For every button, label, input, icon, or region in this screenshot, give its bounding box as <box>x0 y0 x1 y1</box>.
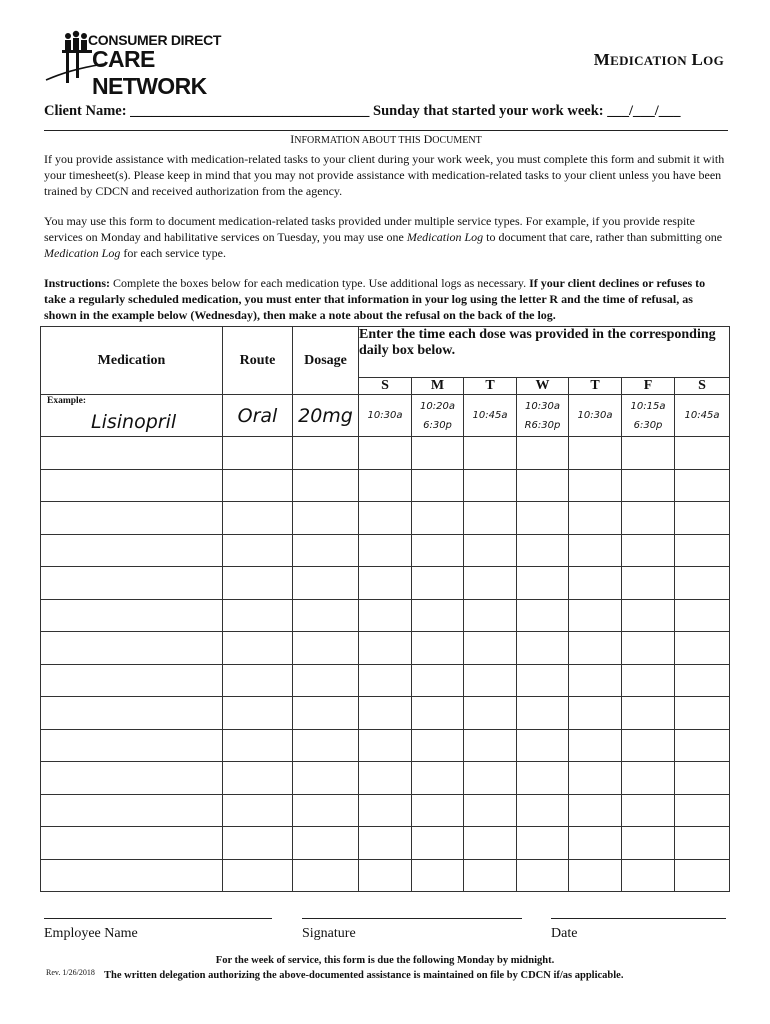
day-cell[interactable] <box>569 534 622 567</box>
day-cell[interactable] <box>517 664 569 697</box>
day-cell[interactable] <box>464 729 517 762</box>
day-cell[interactable] <box>359 762 412 795</box>
day-cell[interactable] <box>464 567 517 600</box>
employee-name-label: Employee Name <box>44 926 138 941</box>
day-cell[interactable] <box>675 827 730 860</box>
medication-cell[interactable] <box>41 437 223 470</box>
day-cell[interactable] <box>675 632 730 665</box>
day-cell[interactable] <box>622 437 675 470</box>
logo-line1: CONSUMER DIRECT <box>88 32 222 48</box>
day-cell[interactable] <box>517 567 569 600</box>
day-header: S <box>675 378 730 395</box>
example-time: 10:45a <box>472 410 508 421</box>
day-cell[interactable] <box>412 859 464 892</box>
delegation-note: The written delegation authorizing the above-documented assistance is maintained on file by CDCN if/as applicable. <box>104 970 624 981</box>
example-time-cell <box>569 395 622 437</box>
day-cell[interactable] <box>675 567 730 600</box>
day-cell[interactable] <box>569 599 622 632</box>
dosage-cell[interactable] <box>293 827 359 860</box>
dosage-cell[interactable] <box>293 567 359 600</box>
day-cell[interactable] <box>464 469 517 502</box>
day-cell[interactable] <box>569 729 622 762</box>
example-row <box>41 395 730 437</box>
day-cell[interactable] <box>412 502 464 535</box>
day-cell[interactable] <box>359 632 412 665</box>
day-cell[interactable] <box>517 827 569 860</box>
medication-cell[interactable] <box>41 859 223 892</box>
day-cell[interactable] <box>675 469 730 502</box>
day-cell[interactable] <box>622 502 675 535</box>
log-row <box>41 469 730 502</box>
day-cell[interactable] <box>675 534 730 567</box>
dosage-cell[interactable] <box>293 502 359 535</box>
log-row <box>41 599 730 632</box>
day-cell[interactable] <box>464 794 517 827</box>
day-cell[interactable] <box>412 632 464 665</box>
day-cell[interactable] <box>359 859 412 892</box>
medication-cell[interactable] <box>41 567 223 600</box>
due-date-note: For the week of service, this form is due the following Monday by midnight. <box>215 955 555 966</box>
day-cell[interactable] <box>675 437 730 470</box>
day-cell[interactable] <box>622 762 675 795</box>
log-row <box>41 697 730 730</box>
route-cell[interactable] <box>223 762 293 795</box>
company-logo <box>44 28 244 99</box>
log-row <box>41 664 730 697</box>
day-cell[interactable] <box>675 729 730 762</box>
day-cell[interactable] <box>569 632 622 665</box>
medication-cell[interactable] <box>41 729 223 762</box>
info-heading: INFORMATION ABOUT THIS DOCUMENT <box>44 130 728 147</box>
log-row <box>41 632 730 665</box>
log-row <box>41 729 730 762</box>
info-paragraph-2: You may use this form to document medication-related tasks provided under multiple service types. For example, if you provide respite services on Monday and habilitative services on Tuesday, you may use one Medication Log to document that care, rather than submitting one Medication Log for each service type. <box>44 214 723 260</box>
day-cell[interactable] <box>622 469 675 502</box>
signature-line[interactable] <box>302 918 522 919</box>
dosage-cell[interactable] <box>293 794 359 827</box>
day-cell[interactable] <box>569 567 622 600</box>
example-medication: Lisinopril <box>91 411 177 433</box>
example-time-cell <box>464 395 517 437</box>
log-row <box>41 437 730 470</box>
day-cell[interactable] <box>412 599 464 632</box>
medication-cell[interactable] <box>41 664 223 697</box>
day-cell[interactable] <box>622 697 675 730</box>
dosage-cell[interactable] <box>293 762 359 795</box>
route-cell[interactable] <box>223 632 293 665</box>
day-cell[interactable] <box>675 762 730 795</box>
day-cell[interactable] <box>412 534 464 567</box>
day-cell[interactable] <box>412 469 464 502</box>
col-dosage-header: Dosage <box>293 327 359 395</box>
revision-date: Rev. 1/26/2018 <box>46 968 95 977</box>
day-cell[interactable] <box>569 664 622 697</box>
day-cell[interactable] <box>675 794 730 827</box>
medication-cell[interactable] <box>41 502 223 535</box>
route-cell[interactable] <box>223 437 293 470</box>
day-cell[interactable] <box>464 859 517 892</box>
day-cell[interactable] <box>412 827 464 860</box>
day-cell[interactable] <box>359 729 412 762</box>
day-cell[interactable] <box>622 729 675 762</box>
day-cell[interactable] <box>517 599 569 632</box>
day-cell[interactable] <box>359 827 412 860</box>
dosage-cell[interactable] <box>293 632 359 665</box>
route-cell[interactable] <box>223 502 293 535</box>
example-time: 10:45a <box>684 410 720 421</box>
day-cell[interactable] <box>675 599 730 632</box>
logo-line2: CARE NETWORK <box>92 46 207 99</box>
col-route-header: Route <box>223 327 293 395</box>
medication-cell[interactable] <box>41 762 223 795</box>
day-cell[interactable] <box>359 697 412 730</box>
day-cell[interactable] <box>569 859 622 892</box>
example-time-cell <box>622 395 675 437</box>
medication-cell[interactable] <box>41 632 223 665</box>
day-cell[interactable] <box>464 599 517 632</box>
form-title: MEDICATION LOG <box>593 50 724 69</box>
day-header: T <box>464 378 517 395</box>
example-route: Oral <box>237 404 278 427</box>
day-cell[interactable] <box>622 567 675 600</box>
col-medication-header: Medication <box>41 327 223 395</box>
day-cell[interactable] <box>569 762 622 795</box>
log-row <box>41 762 730 795</box>
day-cell[interactable] <box>675 502 730 535</box>
day-cell[interactable] <box>359 534 412 567</box>
dosage-cell[interactable] <box>293 437 359 470</box>
example-time: 10:30a <box>367 410 403 421</box>
log-row <box>41 827 730 860</box>
day-cell[interactable] <box>569 437 622 470</box>
day-cell[interactable] <box>464 664 517 697</box>
log-row <box>41 859 730 892</box>
route-cell[interactable] <box>223 664 293 697</box>
day-cell[interactable] <box>412 762 464 795</box>
example-time: 6:30p <box>633 419 663 431</box>
example-time: 10:20a <box>420 400 455 412</box>
example-time: 10:15a <box>630 400 666 412</box>
route-cell[interactable] <box>223 567 293 600</box>
day-cell[interactable] <box>569 794 622 827</box>
signature-label: Signature <box>302 926 356 941</box>
day-cell[interactable] <box>622 794 675 827</box>
day-cell[interactable] <box>412 437 464 470</box>
log-row <box>41 794 730 827</box>
medication-cell[interactable] <box>41 697 223 730</box>
day-cell[interactable] <box>517 697 569 730</box>
day-cell[interactable] <box>675 664 730 697</box>
route-cell[interactable] <box>223 859 293 892</box>
day-cell[interactable] <box>464 762 517 795</box>
day-header: F <box>622 378 675 395</box>
route-cell[interactable] <box>223 827 293 860</box>
day-cell[interactable] <box>359 502 412 535</box>
day-cell[interactable] <box>359 664 412 697</box>
example-route-cell <box>223 395 293 437</box>
day-cell[interactable] <box>464 827 517 860</box>
day-cell[interactable] <box>517 534 569 567</box>
route-cell[interactable] <box>223 729 293 762</box>
day-header: M <box>412 378 464 395</box>
info-paragraph-1: If you provide assistance with medication-related tasks to your client during your work week, you must complete this form and submit it with your timesheet(s). Please keep in mind that you may not provide assistance with medication-related tasks to your client unless you have been trained by CDCN and received authorization from the agency. <box>44 152 725 198</box>
example-medication-cell <box>41 395 223 437</box>
day-cell[interactable] <box>517 859 569 892</box>
example-time-cell <box>517 395 569 437</box>
medication-cell[interactable] <box>41 469 223 502</box>
example-time-cell <box>412 395 464 437</box>
day-cell[interactable] <box>517 502 569 535</box>
day-cell[interactable] <box>622 664 675 697</box>
day-cell[interactable] <box>359 437 412 470</box>
day-cell[interactable] <box>622 632 675 665</box>
route-cell[interactable] <box>223 534 293 567</box>
day-cell[interactable] <box>517 729 569 762</box>
day-cell[interactable] <box>412 729 464 762</box>
medication-cell[interactable] <box>41 534 223 567</box>
day-cell[interactable] <box>517 469 569 502</box>
day-cell[interactable] <box>569 469 622 502</box>
instructions-paragraph: Instructions: Complete the boxes below for each medication type. Use additional logs as necessary. If your client declines or refuses to take a regularly scheduled medication, you must enter that information in your log using the letter R and the time of refusal, as shown in the example below (Wednesday), then make a note about the refusal on the back of the log. <box>44 276 706 322</box>
example-time: 10:30a <box>577 410 613 421</box>
example-time-cell <box>675 395 730 437</box>
log-row <box>41 567 730 600</box>
day-header: S <box>359 378 412 395</box>
day-cell[interactable] <box>464 632 517 665</box>
dosage-cell[interactable] <box>293 469 359 502</box>
medication-cell[interactable] <box>41 827 223 860</box>
route-cell[interactable] <box>223 697 293 730</box>
day-cell[interactable] <box>464 697 517 730</box>
day-cell[interactable] <box>464 534 517 567</box>
day-cell[interactable] <box>517 632 569 665</box>
dosage-cell[interactable] <box>293 599 359 632</box>
day-header: W <box>517 378 569 395</box>
medication-cell[interactable] <box>41 599 223 632</box>
example-time: 6:30p <box>423 419 452 431</box>
day-header: T <box>569 378 622 395</box>
day-cell[interactable] <box>464 437 517 470</box>
day-cell[interactable] <box>622 534 675 567</box>
day-cell[interactable] <box>359 794 412 827</box>
day-cell[interactable] <box>359 567 412 600</box>
log-row <box>41 534 730 567</box>
example-refusal-time: R6:30p <box>524 419 561 431</box>
client-name-field[interactable]: Client Name: _________________________________ Sunday that started your work week: ___/___/___ <box>44 103 681 119</box>
dosage-cell[interactable] <box>293 697 359 730</box>
day-cell[interactable] <box>517 762 569 795</box>
day-cell[interactable] <box>359 469 412 502</box>
day-cell[interactable] <box>517 794 569 827</box>
dosage-cell[interactable] <box>293 664 359 697</box>
example-dosage-cell <box>293 395 359 437</box>
employee-name-line[interactable] <box>44 918 272 919</box>
example-time-cell <box>359 395 412 437</box>
day-cell[interactable] <box>412 697 464 730</box>
route-cell[interactable] <box>223 599 293 632</box>
medication-cell[interactable] <box>41 794 223 827</box>
example-label: Example: <box>47 396 87 406</box>
day-cell[interactable] <box>675 859 730 892</box>
day-cell[interactable] <box>464 502 517 535</box>
day-cell[interactable] <box>412 664 464 697</box>
day-cell[interactable] <box>517 437 569 470</box>
dose-time-header: Enter the time each dose was provided in the corresponding daily box below. <box>359 327 730 378</box>
route-cell[interactable] <box>223 469 293 502</box>
blank-log-rows <box>41 437 730 892</box>
day-cell[interactable] <box>622 859 675 892</box>
day-cell[interactable] <box>412 794 464 827</box>
dosage-cell[interactable] <box>293 729 359 762</box>
log-row <box>41 502 730 535</box>
route-cell[interactable] <box>223 794 293 827</box>
dosage-cell[interactable] <box>293 534 359 567</box>
day-cell[interactable] <box>622 827 675 860</box>
date-line[interactable] <box>551 918 726 919</box>
day-cell[interactable] <box>412 567 464 600</box>
example-dosage: 20mg <box>298 404 353 427</box>
day-cell[interactable] <box>569 827 622 860</box>
day-cell[interactable] <box>569 502 622 535</box>
day-cell[interactable] <box>622 599 675 632</box>
example-time: 10:30a <box>525 400 560 412</box>
day-cell[interactable] <box>569 697 622 730</box>
day-cell[interactable] <box>675 697 730 730</box>
date-label: Date <box>551 926 578 941</box>
medication-log-table <box>40 326 730 892</box>
day-cell[interactable] <box>359 599 412 632</box>
dosage-cell[interactable] <box>293 859 359 892</box>
